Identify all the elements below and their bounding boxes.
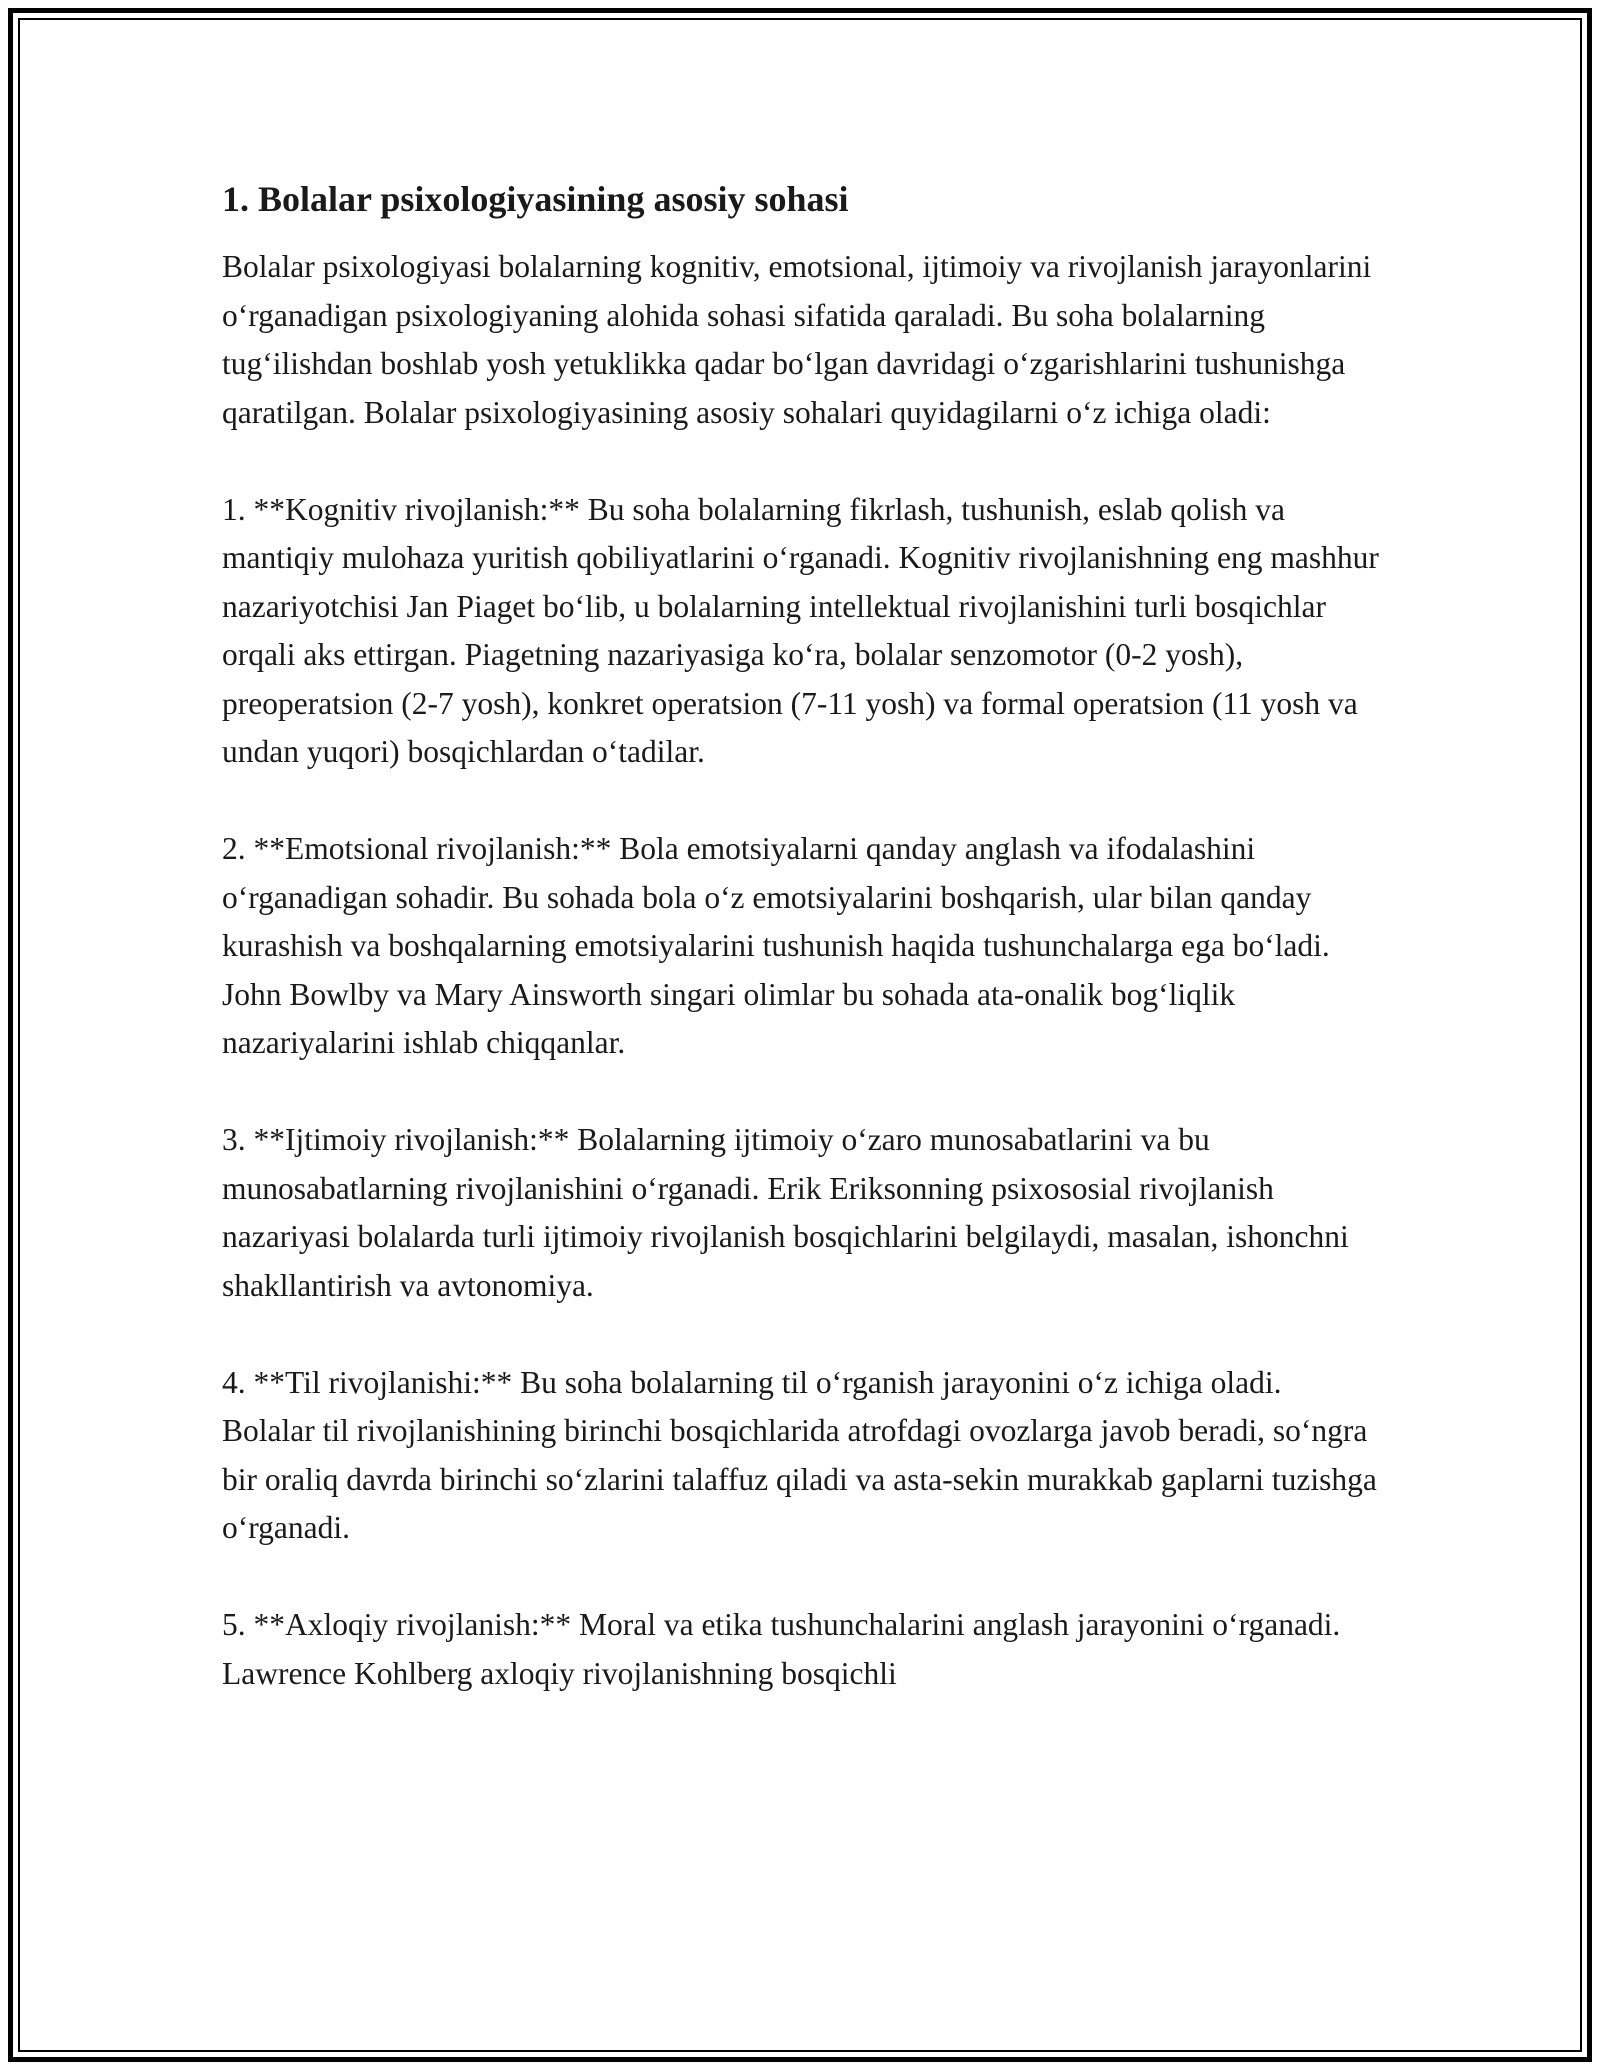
section-heading: 1. Bolalar psixologiyasining asosiy sohasi	[222, 179, 849, 219]
social-development-paragraph: 3. **Ijtimoiy rivojlanish:** Bolalarning ijtimoiy o‘zaro munosabatlarini va bu munosabatlarning rivojlanishini o‘rganadi. Erik Eriksonning psixososial rivojlanish nazariyasi bolalarda turli ijtimoiy rivojlanish bosqichlarini belgilaydi, masalan, ishonchni shakllantirish va avtonomiya.	[222, 1122, 1349, 1303]
cognitive-development-paragraph: 1. **Kognitiv rivojlanish:** Bu soha bolalarning fikrlash, tushunish, eslab qolish va mantiqiy mulohaza yuritish qobiliyatlarini o‘rganadi. Kognitiv rivojlanishning eng mashhur nazariyotchisi Jan Piaget bo‘lib, u bolalarning intellektual rivojlanishini turli bosqichlar orqali aks ettirgan. Piagetning nazariyasiga ko‘ra, bolalar senzomotor (0-2 yosh), preoperatsion (2-7 yosh), konkret operatsion (7-11 yosh) va formal operatsion (11 yosh va undan yuqori) bosqichlardan o‘tadilar.	[222, 491, 1379, 770]
intro-paragraph: Bolalar psixologiyasi bolalarning kognitiv, emotsional, ijtimoiy va rivojlanish jarayonlarini o‘rganadigan psixologiyaning alohida sohasi sifatida qaraladi. Bu soha bolalarning tug‘ilishdan boshlab yosh yetuklikka qadar bo‘lgan davridagi o‘zgarishlarini tushunishga qaratilgan. Bolalar psixologiyasining asosiy sohalari quyidagilarni o‘z ichiga oladi:	[222, 249, 1372, 430]
moral-development-paragraph: 5. **Axloqiy rivojlanish:** Moral va etika tushunchalarini anglash jarayonini o‘rganadi. Lawrence Kohlberg axloqiy rivojlanishning bosqichli	[222, 1607, 1341, 1691]
document-body	[222, 178, 1382, 1747]
emotional-development-paragraph: 2. **Emotsional rivojlanish:** Bola emotsiyalarni qanday anglash va ifodalashini o‘rganadigan sohadir. Bu sohada bola o‘z emotsiyalarini boshqarish, ular bilan qanday kurashish va boshqalarning emotsiyalarini tushunish haqida tushunchalarga ega bo‘ladi. John Bowlby va Mary Ainsworth singari olimlar bu sohada ata-onalik bog‘liqlik nazariyalarini ishlab chiqqanlar.	[222, 831, 1330, 1061]
language-development-paragraph: 4. **Til rivojlanishi:** Bu soha bolalarning til o‘rganish jarayonini o‘z ichiga oladi. Bolalar til rivojlanishining birinchi bosqichlarida atrofdagi ovozlarga javob beradi, so‘ngra bir oraliq davrda birinchi so‘zlarini talaffuz qiladi va asta-sekin murakkab gaplarni tuzishga o‘rganadi.	[222, 1364, 1377, 1546]
